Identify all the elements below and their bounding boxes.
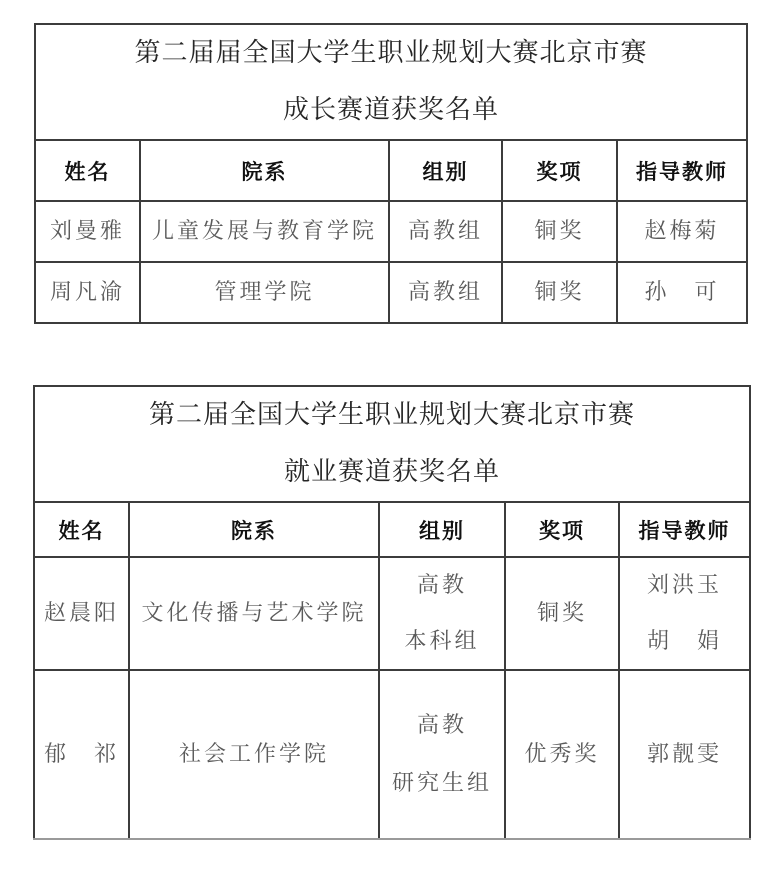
table-header-row — [34, 502, 750, 557]
table-header-row — [35, 140, 747, 201]
column-header-name: 姓名 — [35, 140, 140, 201]
cell-group-line-2: 研究生组 — [391, 770, 492, 796]
table-row — [34, 670, 750, 839]
table-title-line-1: 第二届全国大学生职业规划大赛北京市赛 — [149, 400, 636, 430]
cell-advisor-line-1: 刘洪玉 — [647, 572, 723, 598]
cell-name: 周凡渝 — [35, 262, 140, 323]
column-header-advisor: 指导教师 — [619, 502, 750, 557]
column-header-group: 组别 — [389, 140, 502, 201]
cell-advisor-line-2: 胡 娟 — [647, 628, 723, 654]
cell-department: 文化传播与艺术学院 — [129, 557, 379, 670]
column-header-award: 奖项 — [502, 140, 617, 201]
cell-advisor: 孙 可 — [617, 262, 747, 323]
table-title — [34, 386, 750, 502]
table-title-line-1: 第二届届全国大学生职业规划大赛北京市赛 — [134, 38, 648, 68]
cell-group: 高教组 — [389, 262, 502, 323]
cell-name: 赵晨阳 — [34, 557, 129, 670]
cell-group-line-1: 高教 — [416, 572, 467, 598]
cell-advisor — [619, 557, 750, 670]
employment-track-award-table — [33, 385, 751, 840]
table-row — [35, 262, 747, 323]
cell-advisor: 赵梅菊 — [617, 201, 747, 262]
column-header-department: 院系 — [140, 140, 389, 201]
column-header-advisor: 指导教师 — [617, 140, 747, 201]
cell-award: 铜奖 — [502, 262, 617, 323]
cell-award: 优秀奖 — [505, 670, 619, 839]
cell-award: 铜奖 — [505, 557, 619, 670]
cell-award: 铜奖 — [502, 201, 617, 262]
column-header-department: 院系 — [129, 502, 379, 557]
growth-track-award-table — [34, 23, 748, 324]
table-title-row — [35, 24, 747, 140]
cell-advisor: 郭靓雯 — [619, 670, 750, 839]
cell-department: 社会工作学院 — [129, 670, 379, 839]
cell-group — [379, 557, 505, 670]
column-header-group: 组别 — [379, 502, 505, 557]
cell-group-line-1: 高教 — [416, 712, 467, 738]
cell-department: 儿童发展与教育学院 — [140, 201, 389, 262]
cell-name: 郁 祁 — [34, 670, 129, 839]
column-header-name: 姓名 — [34, 502, 129, 557]
table-title-line-2: 就业赛道获奖名单 — [284, 457, 501, 487]
table-title-line-2: 成长赛道获奖名单 — [283, 95, 500, 125]
cell-group-line-2: 本科组 — [404, 628, 480, 654]
cell-department: 管理学院 — [140, 262, 389, 323]
table-title — [35, 24, 747, 140]
table-row — [35, 201, 747, 262]
cell-name: 刘曼雅 — [35, 201, 140, 262]
cell-group: 高教组 — [389, 201, 502, 262]
table-row — [34, 557, 750, 670]
table-title-row — [34, 386, 750, 502]
column-header-award: 奖项 — [505, 502, 619, 557]
cell-group — [379, 670, 505, 839]
